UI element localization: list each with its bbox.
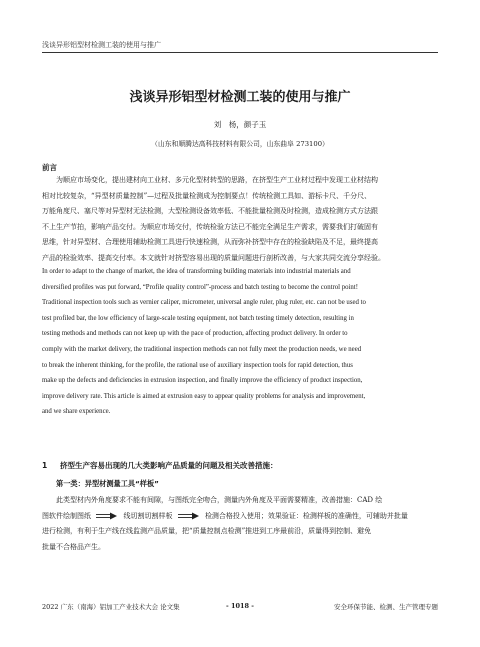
footer-topic: 安全环保节能、检测、生产管理专题 <box>334 603 438 611</box>
abstract-line: make up the defects and deficiencies in extrusion inspection, and finally improve the efficiency of product inspection, <box>42 377 363 385</box>
page-number: - 1018 - <box>225 602 254 610</box>
preface-paragraph <box>42 173 438 267</box>
preface-line: 为顺应市场变化，提出建材向工业材、多元化型材转型的思路，在挤型生产工业材过程中发现工业材结构 <box>56 176 378 184</box>
paper-affiliation: （山东和顺腾达高科技材料有限公司，山东曲阜 273100） <box>151 140 329 148</box>
body-line: 此类型材内外角度要求不能有间隙，与图纸完全吻合，测量内外角度及平面需要精准，改善措施：CAD 绘 <box>56 496 383 504</box>
header-rule <box>42 52 438 53</box>
abstract-line: Traditional inspection tools such as vernier caliper, micrometer, universal angle ruler, plug ruler, etc. can not be used to <box>42 299 366 307</box>
preface-heading: 前言 <box>42 163 57 172</box>
flow-step-wire-cut: 线切割切割样板 <box>123 511 173 520</box>
body-line: 进行检测，有利于生产线在线监测产品质量，把“质量控制点检测”推进到工序最前沿，质量得到控制、避免 <box>42 527 372 536</box>
right-arrow-icon <box>178 512 200 520</box>
section-1-heading <box>42 460 278 471</box>
subsection-heading: 第一类：异型材测量工具“样板” <box>56 479 159 488</box>
flow-step-qualified: 检测合格投入使用；效果验证：检测样板的准确性，可辅助并批量 <box>204 511 408 520</box>
preface-line: 万能角度尺、塞尺等对异型材无法检测，大型检测设备效率低、不能批量检测及时检测，造成检测方式方法跟 <box>42 207 378 216</box>
abstract-line: comply with the market delivery, the traditional inspection methods can not fully meet the production needs, we need <box>42 345 362 353</box>
abstract-line: In order to adapt to the change of market, the idea of transforming building materials into industrial materials and <box>42 268 351 275</box>
abstract-line: diversified profiles was put forward, “Profile quality control”-process and batch testing to become the control point! <box>42 283 358 291</box>
right-arrow-icon <box>96 512 118 520</box>
abstract-line: improve delivery rate. This article is aimed at extrusion easy to appear quality problems for analysis and improvement, <box>42 392 366 400</box>
flow-step-drawing: 图软件绘制图纸 <box>42 511 91 520</box>
section-1-paragraph <box>42 493 438 555</box>
abstract-line: to break the inherent thinking, for the profile, the rational use of auxiliary inspection tools for rapid detection, thus <box>42 361 353 369</box>
english-abstract <box>42 264 438 420</box>
section-number: 1 <box>42 461 48 470</box>
body-line: 批量不合格品产生。 <box>42 542 105 551</box>
paper-title: 浅谈异形铝型材检测工装的使用与推广 <box>129 90 351 105</box>
abstract-line: testing methods and methods can not keep up with the pace of production, affecting product delivery. In order to <box>42 330 348 338</box>
abstract-line: and we share experience. <box>42 408 111 416</box>
running-header: 浅谈异形铝型材检测工装的使用与推广 <box>42 41 161 49</box>
section-title: 挤型生产容易出现的几大类影响产品质量的问题及相关改善措施： <box>60 461 278 470</box>
preface-line: 相对比较复杂，“异型材质量控制”—过程及批量检测成为控制要点！传统检测工具如、游标卡尺、千分尺、 <box>42 191 372 200</box>
preface-line: 产品的检验效率、提高交付率。本文就针对挤型容易出现的质量问题进行剖析改善，与大家共同交流分享经验。 <box>42 253 385 262</box>
process-flow-line <box>42 509 438 525</box>
preface-line: 思维，针对异型材、合理使用辅助检测工具进行快速检测，从而弥补挤型中存在的检验缺陷及不足，最终提高 <box>42 238 378 247</box>
abstract-line: test profiled bar, the low efficiency of large-scale testing equipment, not batch testing timely detection, resulting in <box>42 314 354 322</box>
paper-authors: 刘 杨，颜子玉 <box>213 120 267 129</box>
preface-line: 不上生产节拍，影响产品交付。为顺应市场交付，传统检验方法已不能完全满足生产需求，需要我们打破固有 <box>42 222 378 231</box>
footer-proceedings: 2022 广东（南海）铝加工产业技术大会 论文集 <box>42 603 180 611</box>
